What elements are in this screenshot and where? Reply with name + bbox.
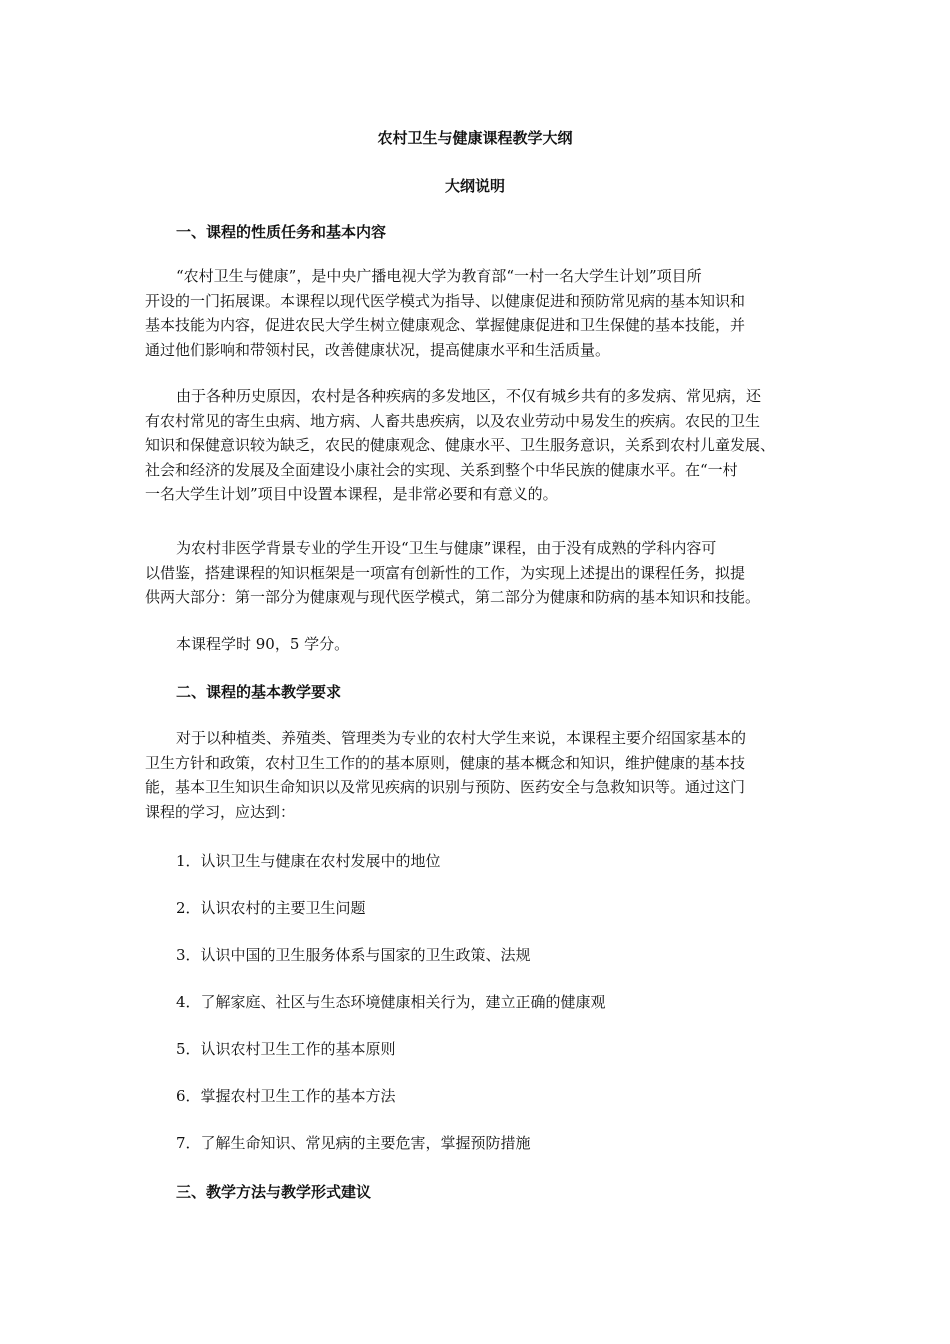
paragraph-line: 社会和经济的发展及全面建设小康社会的实现、关系到整个中华民族的健康水平。在“一村 — [145, 460, 738, 479]
section-heading-2: 二、课程的基本教学要求 — [176, 683, 342, 701]
paragraph-line: 为农村非医学背景专业的学生开设“卫生与健康”课程，由于没有成熟的学科内容可 — [176, 539, 717, 557]
paragraph-line: 以借鉴，搭建课程的知识框架是一项富有创新性的工作，为实现上述提出的课程任务，拟提 — [145, 563, 746, 582]
section-heading-1: 一、课程的性质任务和基本内容 — [176, 223, 387, 241]
paragraph-line: 对于以种植类、养殖类、管理类为专业的农村大学生来说，本课程主要介绍国家基本的 — [176, 729, 747, 747]
paragraph-line: “农村卫生与健康”，是中央广播电视大学为教育部“一村一名大学生计划”项目所 — [176, 267, 702, 285]
list-item: 1．认识卫生与健康在农村发展中的地位 — [176, 852, 441, 870]
paragraph-line: 基本技能为内容，促进农民大学生树立健康观念、掌握健康促进和卫生保健的基本技能，并 — [145, 316, 746, 334]
list-item: 6．掌握农村卫生工作的基本方法 — [176, 1087, 396, 1105]
section-heading-3: 三、教学方法与教学形式建议 — [176, 1183, 372, 1201]
paragraph-line: 知识和保健意识较为缺乏，农民的健康观念、健康水平、卫生服务意识，关系到农村儿童发展、 — [145, 436, 776, 454]
list-item: 2．认识农村的主要卫生问题 — [176, 899, 366, 917]
paragraph-1 — [145, 264, 825, 362]
paragraph-line: 能，基本卫生知识生命知识以及常见疾病的识别与预防、医药安全与急救知识等。通过这门 — [145, 778, 746, 796]
paragraph-line: 一名大学生计划”项目中设置本课程，是非常必要和有意义的。 — [145, 485, 558, 503]
paragraph-line: 课程的学习，应达到： — [145, 802, 296, 821]
paragraph-line: 有农村常见的寄生虫病、地方病、人畜共患疾病，以及农业劳动中易发生的疾病。农民的卫生 — [145, 411, 761, 430]
paragraph-4 — [145, 632, 825, 657]
list-item: 4．了解家庭、社区与生态环境健康相关行为，建立正确的健康观 — [176, 993, 606, 1011]
paragraph-3 — [145, 536, 825, 610]
paragraph-line: 供两大部分：第一部分为健康观与现代医学模式，第二部分为健康和防病的基本知识和技能。 — [145, 588, 761, 606]
paragraph-line: 本课程学时 90，5 学分。 — [176, 635, 350, 653]
paragraph-5 — [145, 726, 825, 824]
paragraph-line: 由于各种历史原因，农村是各种疾病的多发地区，不仅有城乡共有的多发病、常见病，还 — [176, 387, 762, 405]
paragraph-line: 通过他们影响和带领村民，改善健康状况，提高健康水平和生活质量。 — [145, 340, 611, 359]
list-item: 5．认识农村卫生工作的基本原则 — [176, 1040, 396, 1058]
list-item: 3．认识中国的卫生服务体系与国家的卫生政策、法规 — [176, 946, 531, 964]
paragraph-line: 卫生方针和政策，农村卫生工作的的基本原则，健康的基本概念和知识，维护健康的基本技 — [145, 753, 746, 772]
list-item: 7．了解生命知识、常见病的主要危害，掌握预防措施 — [176, 1134, 531, 1152]
paragraph-2 — [145, 384, 825, 507]
document-title: 农村卫生与健康课程教学大纲 — [377, 129, 573, 147]
document-subtitle: 大纲说明 — [444, 177, 505, 195]
paragraph-line: 开设的一门拓展课。本课程以现代医学模式为指导、以健康促进和预防常见病的基本知识和 — [145, 291, 746, 310]
